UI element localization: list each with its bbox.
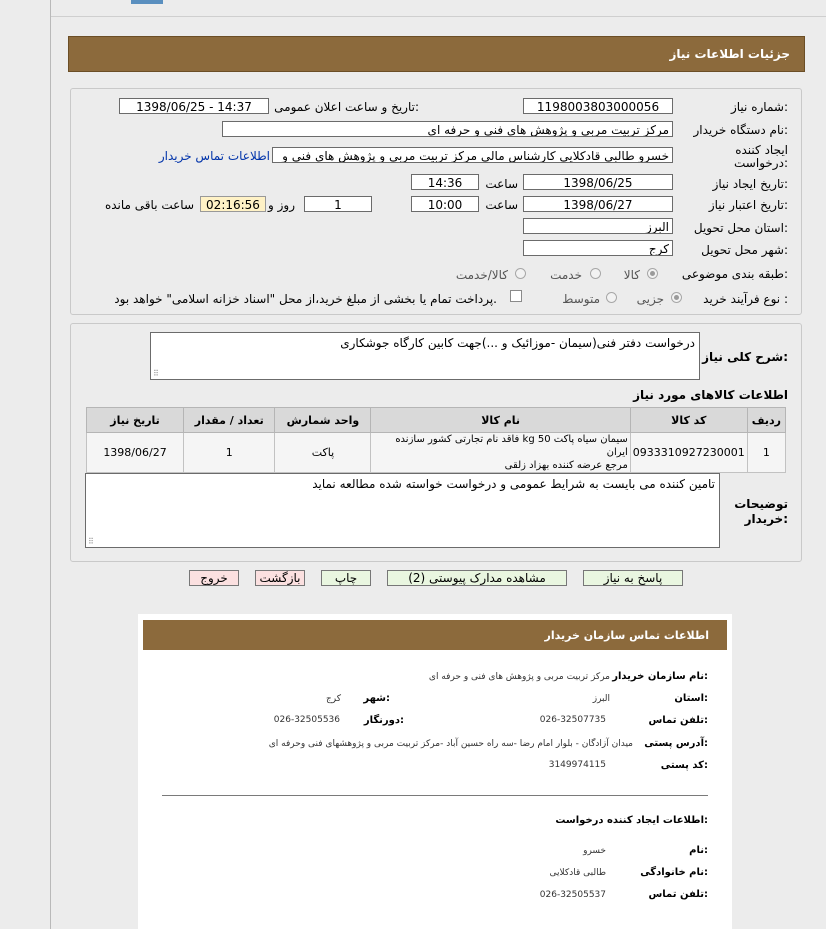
valid-date-field: 1398/06/27 <box>523 196 673 212</box>
valid-time-label: ساعت <box>485 198 518 212</box>
category-label: طبقه بندی موضوعی: <box>681 267 788 281</box>
treasury-text: پرداخت تمام یا بخشی از مبلغ خرید،از محل "اسناد خزانه اسلامی" خواهد بود. <box>114 292 497 306</box>
treasury-checkbox[interactable] <box>510 290 522 302</box>
valid-date-label: تاریخ اعتبار نیاز: <box>708 198 788 212</box>
cell-row: 1 <box>747 433 785 473</box>
announce-field: 1398/06/25 - 14:37 <box>119 98 269 114</box>
contact-city-label: شهر: <box>363 693 390 704</box>
valid-time-field: 10:00 <box>411 196 479 212</box>
province-field: البرز <box>523 218 673 234</box>
days-label: روز و <box>268 198 295 212</box>
col-qty: تعداد / مقدار <box>184 408 275 433</box>
created-time-label: ساعت <box>485 177 518 191</box>
page-header <box>68 36 805 72</box>
category-radio-service[interactable] <box>590 268 601 279</box>
contact-address-value: میدان آزادگان - بلوار امام رضا -سه راه حسین آباد -مرکز تربیت مربی و پژوهشهای فنی وحرفه ای <box>268 739 633 749</box>
col-row: ردیف <box>747 408 785 433</box>
cell-name-line-2: مرجع عرضه کننده بهزاد زلقی <box>504 460 628 471</box>
buyer-org-label: نام دستگاه خریدار: <box>693 123 788 137</box>
notes-textarea[interactable] <box>85 473 720 548</box>
created-time-field: 14:36 <box>411 174 479 190</box>
active-tab-indicator[interactable] <box>131 0 163 4</box>
process-radio-minor[interactable] <box>671 292 682 303</box>
notes-text: تامین کننده می بایست به شرایط عمومی و درخواست خواسته شده مطالعه نماید <box>312 477 715 491</box>
contact-province-value: البرز <box>592 694 610 704</box>
cell-name <box>371 433 630 473</box>
creator-field: خسرو طالبی قادکلایی کارشناس مالی مرکز تربیت مربی و پژوهش های فنی و <box>272 147 673 163</box>
creator-phone-label: تلفن تماس: <box>648 889 708 900</box>
contact-org-label: نام سازمان خریدار: <box>612 671 708 682</box>
buyer-contact-card <box>138 614 732 929</box>
process-radio-medium[interactable] <box>606 292 617 303</box>
process-label: نوع فرآیند خرید : <box>703 292 788 306</box>
buyer-contact-link[interactable]: اطلاعات تماس خریدار <box>158 149 270 163</box>
created-date-label: تاریخ ایجاد نیاز: <box>712 177 788 191</box>
category-option-service: خدمت <box>550 268 582 282</box>
view-documents-button[interactable]: مشاهده مدارک پیوستی (2) <box>387 570 567 586</box>
category-radio-goods[interactable] <box>647 268 658 279</box>
col-unit: واحد شمارش <box>275 408 371 433</box>
col-code: کد کالا <box>630 408 747 433</box>
need-number-label: شماره نیاز: <box>730 100 788 114</box>
contact-card-header <box>143 620 727 650</box>
col-date: تاریخ نیاز <box>87 408 184 433</box>
province-label: استان محل تحویل: <box>693 221 788 235</box>
contact-province-label: استان: <box>674 693 708 704</box>
created-date-field: 1398/06/25 <box>523 174 673 190</box>
category-option-goods-service: کالا/خدمت <box>455 268 508 282</box>
creator-label-1: ایجاد کننده <box>735 143 788 157</box>
creator-family-label: نام خانوادگی: <box>640 867 708 878</box>
creator-family-value: طالبی قادکلایی <box>549 868 606 878</box>
city-field: کرج <box>523 240 673 256</box>
table-row[interactable] <box>87 433 786 473</box>
creator-phone-value: 026-32505537 <box>539 890 606 900</box>
exit-button[interactable]: خروج <box>189 570 239 586</box>
creator-section-title: اطلاعات ایجاد کننده درخواست: <box>555 815 708 826</box>
category-radio-goods-service[interactable] <box>515 268 526 279</box>
notes-label-2: خریدار: <box>744 512 788 526</box>
creator-name-value: خسرو <box>583 846 606 856</box>
contact-card-title: اطلاعات تماس سازمان خریدار <box>544 629 709 642</box>
back-button[interactable]: بازگشت <box>255 570 305 586</box>
page-title: جزئیات اطلاعات نیاز <box>669 47 790 61</box>
creator-name-label: نام: <box>689 845 708 856</box>
resize-grip-icon[interactable]: ⠿ <box>153 369 159 378</box>
process-option-minor: جزیی <box>636 292 664 306</box>
items-table <box>86 407 786 473</box>
contact-address-label: آدرس پستی: <box>644 738 708 749</box>
contact-city-value: کرج <box>325 694 341 704</box>
description-label: شرح کلی نیاز: <box>702 350 788 364</box>
items-title: اطلاعات کالاهای مورد نیاز <box>633 388 788 402</box>
cell-unit: پاکت <box>275 433 371 473</box>
announce-label: تاریخ و ساعت اعلان عمومی: <box>274 100 419 114</box>
creator-label-2: درخواست: <box>734 156 788 170</box>
cell-qty: 1 <box>184 433 275 473</box>
cell-name-line-1: سیمان سیاه پاکت 50 kg فاقد نام تجارتی کشور سازنده ایران <box>395 434 628 458</box>
category-option-goods: کالا <box>623 268 640 282</box>
process-option-medium: متوسط <box>562 292 600 306</box>
notes-label-1: توضیحات <box>734 497 788 511</box>
contact-fax-value: 026-32505536 <box>273 715 340 725</box>
need-number-field: 1198003803000056 <box>523 98 673 114</box>
window-left-border <box>50 0 51 929</box>
table-header-row <box>87 408 786 433</box>
buyer-org-field: مرکز تربیت مربی و پژوهش های فنی و حرفه ای <box>222 121 673 137</box>
contact-org-value: مرکز تربیت مربی و پژوهش های فنی و حرفه ای <box>428 672 610 682</box>
contact-postal-value: 3149974115 <box>548 760 606 770</box>
resize-grip-icon[interactable]: ⠿ <box>88 537 94 546</box>
contact-divider <box>162 795 708 796</box>
cell-date: 1398/06/27 <box>87 433 184 473</box>
top-toolbar <box>51 0 826 17</box>
days-field: 1 <box>304 196 372 212</box>
contact-postal-label: کد پستی: <box>660 760 708 771</box>
print-button[interactable]: چاپ <box>321 570 371 586</box>
countdown-timer: 02:16:56 <box>200 196 266 212</box>
reply-button[interactable]: پاسخ به نیاز <box>583 570 683 586</box>
contact-fax-label: دورنگار: <box>363 715 404 726</box>
cell-code: 0933310927230001 <box>630 433 747 473</box>
col-name: نام کالا <box>371 408 630 433</box>
remaining-label: ساعت باقی مانده <box>104 198 194 212</box>
description-textarea[interactable] <box>150 332 700 380</box>
city-label: شهر محل تحویل: <box>701 243 788 257</box>
description-text: درخواست دفتر فنی(سیمان -موزائیک و ...)جهت کابین کارگاه جوشکاری <box>340 336 695 350</box>
contact-phone-value: 026-32507735 <box>539 715 606 725</box>
contact-phone-label: تلفن تماس: <box>648 715 708 726</box>
